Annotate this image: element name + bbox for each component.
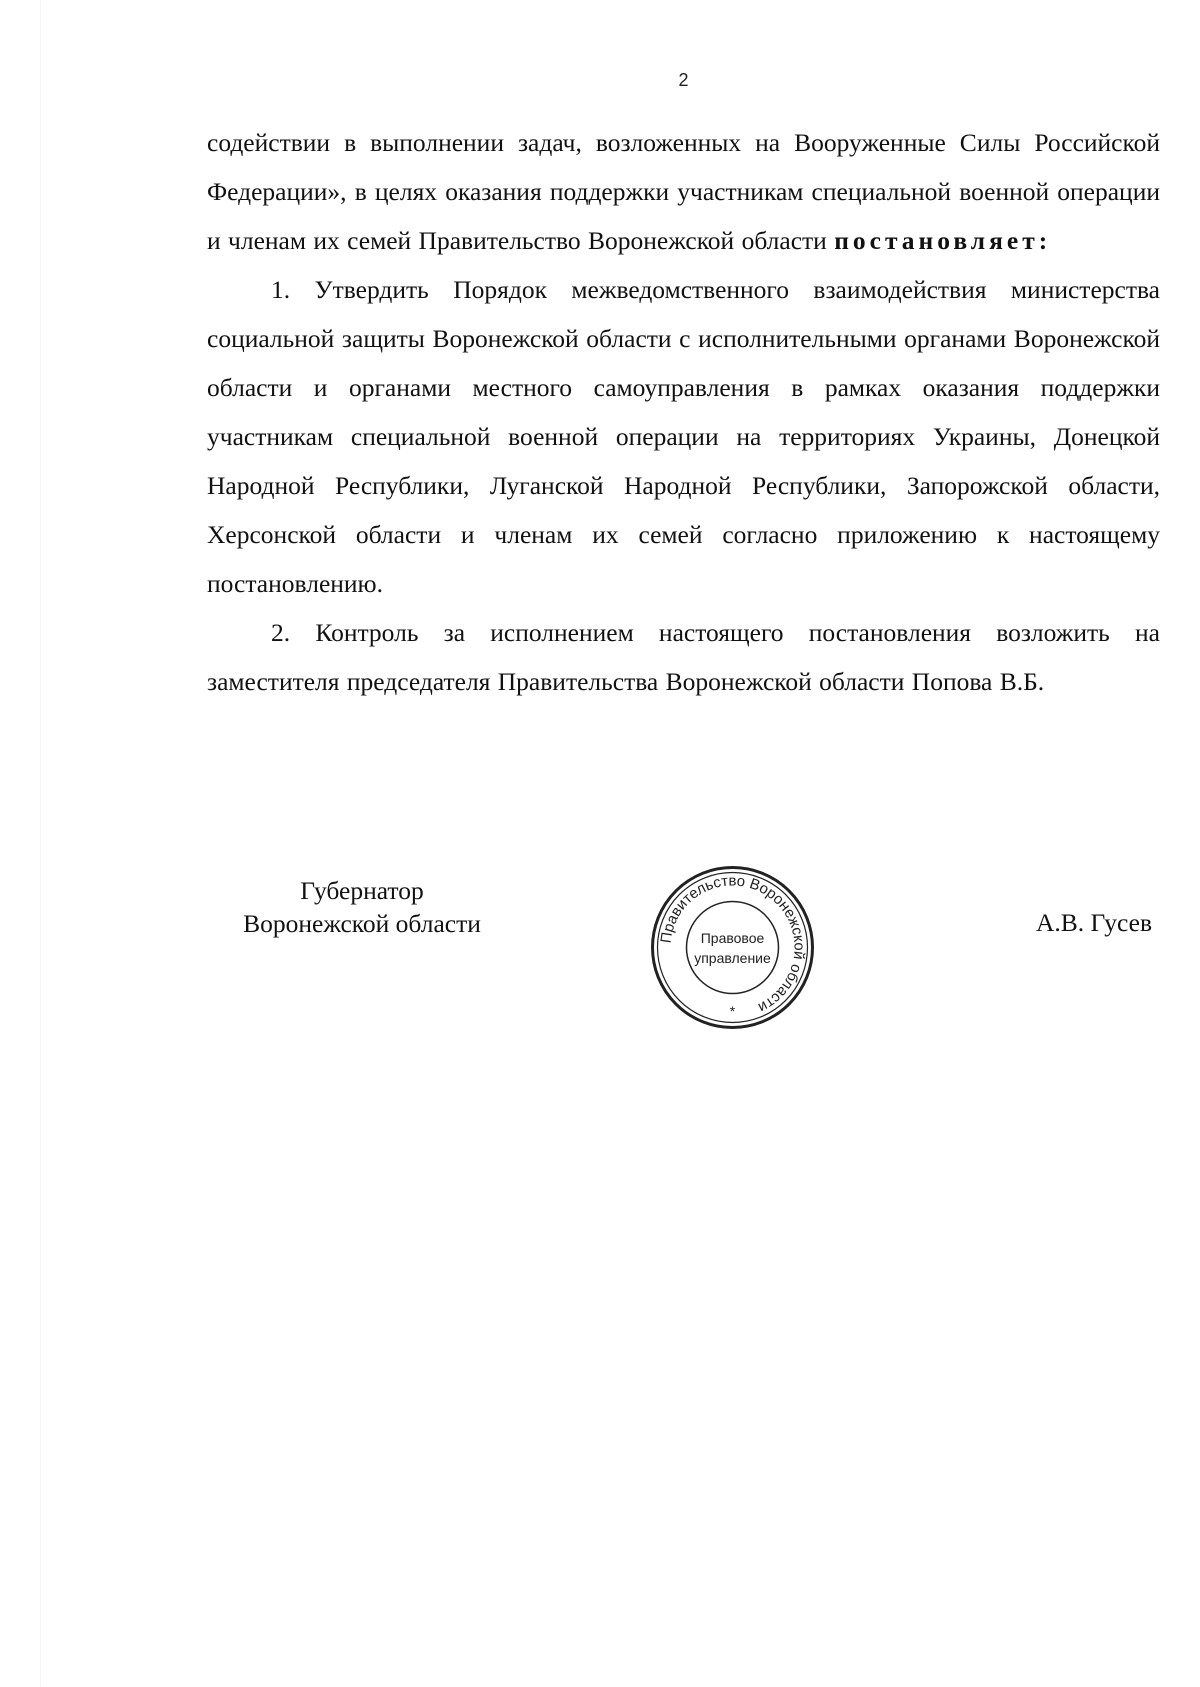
governor-title-line-1: Губернатор (300, 876, 424, 905)
signer-name: А.В. Гусев (1035, 908, 1152, 937)
intro-paragraph (207, 118, 1160, 265)
seal-inner-ring (687, 902, 779, 994)
document-body (207, 118, 1160, 706)
scan-edge-mark (40, 0, 41, 1687)
governor-title (222, 874, 502, 940)
item-1-paragraph: 1. Утвердить Порядок межведомственного взаимодействия министерства социальной защиты Воронежской области с исполнительными органами Воронежской области и органами местного самоуправления в рамках оказания поддержки участникам специальной военной операции на территориях Украины, Донецкой Народной Республики, Луганской Народной Республики, Запорожской области, Херсонской области и членам их семей согласно приложению к настоящему постановлению. (207, 275, 1160, 598)
signature-block (0, 860, 1200, 1040)
official-seal (645, 860, 820, 1035)
resolution-word: постановляет: (834, 226, 1052, 255)
governor-title-line-2: Воронежской области (243, 909, 481, 938)
page-number: 2 (678, 70, 689, 90)
seal-inner-line-1: Правовое (700, 930, 765, 946)
item-2-paragraph: 2. Контроль за исполнением настоящего постановления возложить на заместителя председателя Правительства Воронежской области Попова В.Б. (207, 618, 1160, 696)
intro-text: содействии в выполнении задач, возложенных на Вооруженные Силы Российской Федерации», в целях оказания поддержки участникам специальной военной операции и членам их семей Правительство Воронежской области (207, 128, 1160, 255)
seal-inner-line-2: управление (694, 950, 771, 966)
seal-star: * (729, 1003, 736, 1019)
seal-outer-text-path: Правительство Воронежской области (657, 872, 808, 1017)
